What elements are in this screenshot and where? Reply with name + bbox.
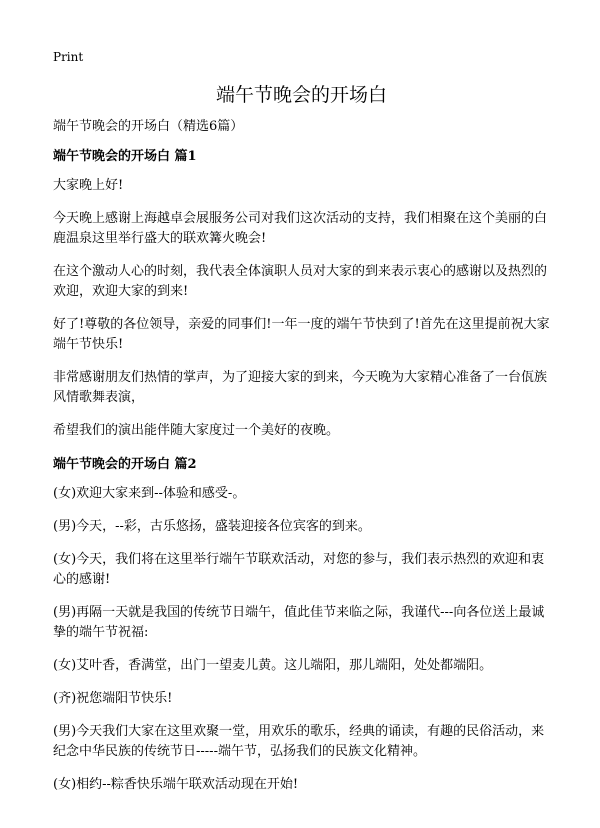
paragraph: (齐)祝您端阳节快乐! [53,691,173,706]
paragraph: (男)再隔一天就是我国的传统节日端午，值此佳节来临之际，我谨代---向各位送上最诚挚的端午节祝福: [53,605,545,640]
paragraph: (女)艾叶香，香满堂，出门一望麦儿黄。这儿端阳，那儿端阳，处处都端阳。 [53,658,493,673]
section-heading: 端午节晚会的开场白 篇2 [53,457,197,472]
paragraph: 大家晚上好! [53,178,124,193]
paragraph: 在这个激动人心的时刻，我代表全体演职人员对大家的到来表示衷心的感谢以及热烈的欢迎，欢迎大家的到来! [53,264,548,299]
page-title: 端午节晚会的开场白 [215,84,387,106]
paragraph: (男)今天，--彩，古乐悠扬，盛装迎接各位宾客的到来。 [53,519,371,534]
paragraph: 希望我们的演出能伴随大家度过一个美好的夜晚。 [53,423,340,438]
paragraph: (女)欢迎大家来到--体验和感受-。 [53,486,246,501]
print-link[interactable]: Print [53,50,84,64]
paragraph: 非常感谢朋友们热情的掌声，为了迎接大家的到来，今天晚为大家精心准备了一台佤族风情歌舞表演， [53,370,548,405]
paragraph: 好了!尊敬的各位领导，亲爱的同事们!一年一度的端午节快到了!首先在这里提前祝大家端午节快乐! [53,317,550,352]
section-heading: 端午节晚会的开场白 篇1 [53,149,197,164]
paragraph: (女)相约--粽香快乐端午联欢活动现在开始! [53,777,299,792]
document-subtitle: 端午节晚会的开场白（精选6篇） [53,119,244,134]
paragraph: (男)今天我们大家在这里欢聚一堂，用欢乐的歌乐，经典的诵读，有趣的民俗活动，来纪念中华民族的传统节日-----端午节，弘扬我们的民族文化精神。 [53,724,545,759]
section-1 [53,146,550,441]
paragraph: (女)今天，我们将在这里举行端午节联欢活动，对您的参与，我们表示热烈的欢迎和衷心的感谢! [53,552,545,587]
section-2 [53,454,550,795]
paragraph: 今天晚上感谢上海越卓会展服务公司对我们这次活动的支持，我们相聚在这个美丽的白鹿温泉这里举行盛大的联欢篝火晚会! [53,211,548,246]
